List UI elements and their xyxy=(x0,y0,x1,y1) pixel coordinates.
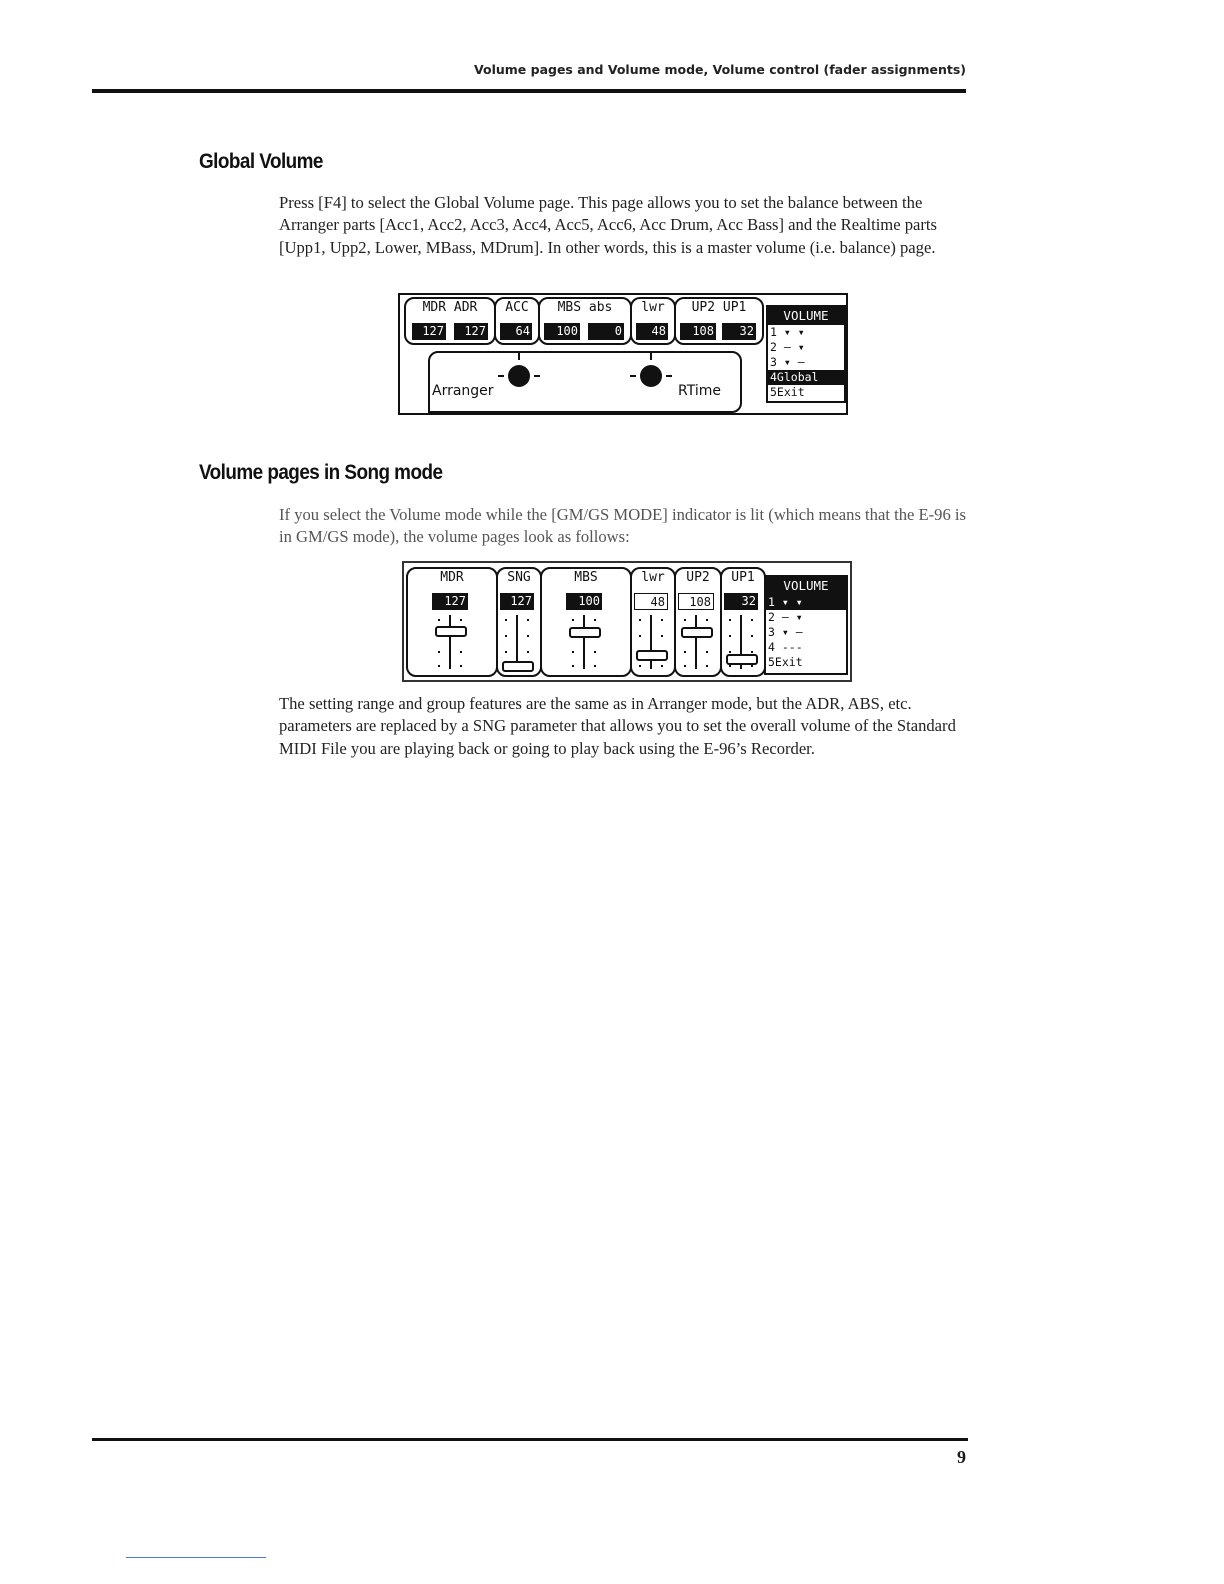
lcd-value-acc: 64 xyxy=(500,323,532,340)
fader-cap-icon xyxy=(726,654,758,665)
song-tab-value: 100 xyxy=(566,593,602,610)
lcd-tab-lwr xyxy=(630,297,676,345)
fader-scale-dot xyxy=(438,651,440,653)
fader-scale-dot xyxy=(639,635,641,637)
fader-scale-dot xyxy=(706,651,708,653)
volume-menu-item-2: 2 – ▾ xyxy=(770,340,805,354)
lcd-tab-acc xyxy=(494,297,540,345)
fader-scale-dot xyxy=(460,619,462,621)
fader-scale-dot xyxy=(438,665,440,667)
fader-cap-icon xyxy=(569,627,601,638)
knob-tick-icon xyxy=(498,375,504,377)
fader-scale-dot xyxy=(751,635,753,637)
balance-knob-panel xyxy=(428,351,742,413)
lcd-tab-label: MBS abs xyxy=(557,300,613,315)
footer-link-underline xyxy=(126,1557,266,1558)
fader-scale-dot xyxy=(729,619,731,621)
lcd-value-lwr: 48 xyxy=(636,323,668,340)
running-head: Volume pages and Volume mode, Volume control (fader assignments) xyxy=(474,62,966,77)
section-heading-global-volume: Global Volume xyxy=(199,150,323,173)
fader-scale-dot xyxy=(527,651,529,653)
footer-rule xyxy=(92,1438,968,1441)
song-tab-label: SNG xyxy=(507,570,531,585)
arranger-label: Arranger xyxy=(432,383,494,399)
fader-scale-dot xyxy=(729,651,731,653)
song-tab-mdr xyxy=(406,567,498,677)
lcd-value-adr: 127 xyxy=(454,323,488,340)
lcd-value-mbs: 100 xyxy=(544,323,580,340)
song-tab-sng xyxy=(496,567,542,677)
song-tab-value: 108 xyxy=(678,593,714,610)
lcd-tab-mbs-abs xyxy=(538,297,632,345)
song-volume-menu-item-2: 2 – ▾ xyxy=(768,610,803,624)
volume-menu-item-3: 3 ▾ – xyxy=(770,355,805,369)
fader-scale-dot xyxy=(594,665,596,667)
fader-scale-dot xyxy=(661,635,663,637)
fader-scale-dot xyxy=(706,665,708,667)
fader-scale-dot xyxy=(639,619,641,621)
fader-scale-dot xyxy=(572,651,574,653)
fader-scale-dot xyxy=(460,651,462,653)
fader-scale-dot xyxy=(527,619,529,621)
fader-scale-dot xyxy=(751,665,753,667)
fader-cap-icon xyxy=(636,650,668,661)
volume-menu xyxy=(766,305,846,403)
song-tab-mbs xyxy=(540,567,632,677)
song-mode-paragraph-2: The setting range and group features are the same as in Arranger mode, but the ADR, ABS, etc. parameters are replaced by a SNG parameter that allows you to set the overall volume of the Standard MIDI File you are playing back or going to play back using the E-96’s Recorder. xyxy=(279,694,956,758)
song-volume-menu-title: VOLUME xyxy=(766,577,846,595)
fader-scale-dot xyxy=(594,651,596,653)
fader-scale-dot xyxy=(505,635,507,637)
fader-cap-icon xyxy=(502,661,534,672)
fader-track xyxy=(449,615,451,669)
arranger-knob-icon xyxy=(508,365,530,387)
lcd-value-up2: 108 xyxy=(680,323,716,340)
knob-tick-icon xyxy=(518,353,520,360)
fader-scale-dot xyxy=(751,651,753,653)
fader-cap-icon xyxy=(681,627,713,638)
volume-menu-item-5: 5Exit xyxy=(770,385,805,399)
volume-menu-item-4: 4Global xyxy=(768,370,844,385)
song-volume-menu-item-4: 4 --- xyxy=(768,640,803,654)
fader-scale-dot xyxy=(729,635,731,637)
fader-scale-dot xyxy=(639,665,641,667)
volume-menu-item-1: 1 ▾ ▾ xyxy=(770,325,805,339)
fader-scale-dot xyxy=(572,665,574,667)
song-tab-label: UP1 xyxy=(731,570,755,585)
fader-track xyxy=(695,615,697,669)
fader-scale-dot xyxy=(505,619,507,621)
fader-scale-dot xyxy=(661,665,663,667)
section-heading-song-mode: Volume pages in Song mode xyxy=(199,461,443,484)
header-rule xyxy=(92,89,966,93)
volume-menu-title: VOLUME xyxy=(768,307,844,325)
knob-tick-icon xyxy=(666,375,672,377)
song-tab-up2 xyxy=(674,567,722,677)
song-tab-value: 127 xyxy=(500,593,534,610)
fader-scale-dot xyxy=(594,619,596,621)
lcd-value-mdr: 127 xyxy=(412,323,446,340)
fader-scale-dot xyxy=(505,651,507,653)
lcd-value-up1: 32 xyxy=(722,323,756,340)
fader-scale-dot xyxy=(684,619,686,621)
song-tab-label: UP2 xyxy=(686,570,710,585)
fader-scale-dot xyxy=(572,619,574,621)
fader-scale-dot xyxy=(527,635,529,637)
song-tab-label: MBS xyxy=(574,570,598,585)
fader-cap-icon xyxy=(435,626,467,637)
lcd-tab-label: MDR ADR xyxy=(422,300,478,315)
global-volume-lcd-screen xyxy=(398,293,848,415)
fader-scale-dot xyxy=(729,665,731,667)
knob-tick-icon xyxy=(650,353,652,360)
lcd-tab-up2-up1 xyxy=(674,297,764,345)
rtime-label: RTime xyxy=(678,383,721,399)
song-volume-menu-item-5: 5Exit xyxy=(768,655,803,669)
fader-scale-dot xyxy=(684,651,686,653)
fader-scale-dot xyxy=(661,619,663,621)
rtime-knob-icon xyxy=(640,365,662,387)
song-mode-paragraph-1: If you select the Volume mode while the [GM/GS MODE] indicator is lit (which means that the E-96 is in GM/GS mode), the volume pages look as follows: xyxy=(279,505,966,547)
song-volume-menu-item-3: 3 ▾ – xyxy=(768,625,803,639)
lcd-value-abs: 0 xyxy=(588,323,624,340)
knob-tick-icon xyxy=(534,375,540,377)
song-volume-menu xyxy=(764,575,848,675)
song-tab-label: MDR xyxy=(440,570,464,585)
lcd-tab-label: ACC xyxy=(505,300,529,315)
song-mode-lcd-screen xyxy=(402,561,852,682)
global-volume-paragraph: Press [F4] to select the Global Volume page. This page allows you to set the balance between the Arranger parts [Acc1, Acc2, Acc3, Acc4, Acc5, Acc6, Acc Drum, Acc Bass] and the Realtime parts [Upp1, Upp2, Lower, MBass, MDrum]. In other words, this is a master volume (i.e. balance) page. xyxy=(279,193,937,257)
song-tab-lwr xyxy=(630,567,676,677)
song-tab-value: 48 xyxy=(634,593,668,610)
song-volume-menu-item-1: 1 ▾ ▾ xyxy=(766,595,846,610)
fader-track xyxy=(583,615,585,669)
fader-scale-dot xyxy=(684,665,686,667)
page-number: 9 xyxy=(957,1447,966,1467)
song-tab-value: 32 xyxy=(724,593,758,610)
lcd-tab-label: lwr xyxy=(641,300,665,315)
fader-scale-dot xyxy=(706,619,708,621)
song-tab-label: lwr xyxy=(641,570,665,585)
fader-scale-dot xyxy=(438,619,440,621)
lcd-tab-label: UP2 UP1 xyxy=(691,300,747,315)
knob-tick-icon xyxy=(630,375,636,377)
song-tab-value: 127 xyxy=(432,593,468,610)
fader-scale-dot xyxy=(460,665,462,667)
fader-scale-dot xyxy=(751,619,753,621)
song-tab-up1 xyxy=(720,567,766,677)
lcd-tab-mdr-adr xyxy=(404,297,496,345)
